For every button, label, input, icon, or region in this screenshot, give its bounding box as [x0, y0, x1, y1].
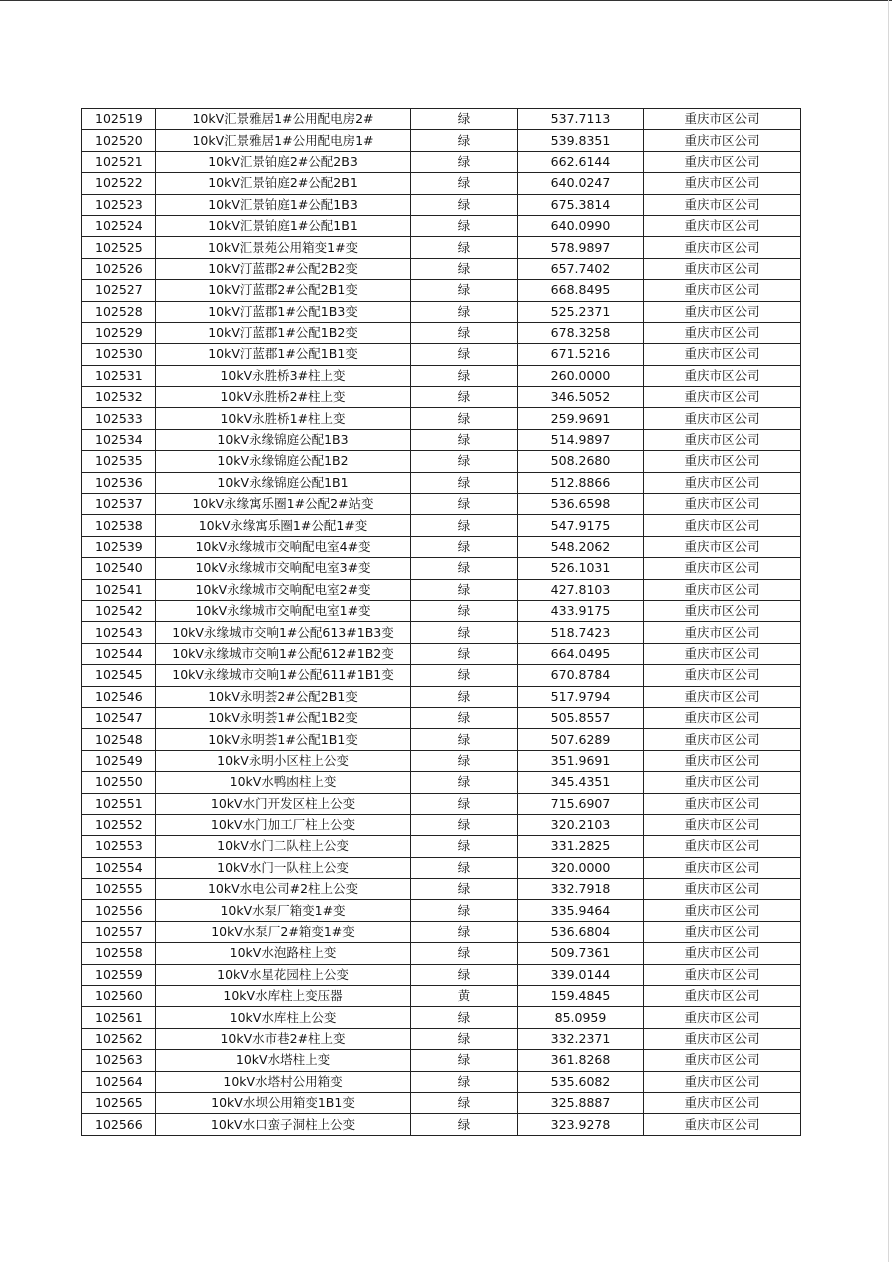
- table-row: [82, 215, 801, 236]
- cell-status: 绿: [411, 943, 518, 964]
- cell-value: 518.7423: [518, 622, 644, 643]
- cell-name: 10kV永缘城市交响配电室2#变: [156, 579, 411, 600]
- cell-status: 绿: [411, 1071, 518, 1092]
- cell-status: 绿: [411, 151, 518, 172]
- cell-name: 10kV永缘城市交响配电室3#变: [156, 558, 411, 579]
- cell-status: 绿: [411, 600, 518, 621]
- cell-value: 332.7918: [518, 879, 644, 900]
- cell-company: 重庆市区公司: [644, 686, 801, 707]
- cell-name: 10kV水坝公用箱变1B1变: [156, 1092, 411, 1113]
- cell-company: 重庆市区公司: [644, 258, 801, 279]
- cell-id: 102520: [82, 130, 156, 151]
- table-row: [82, 536, 801, 557]
- cell-id: 102536: [82, 472, 156, 493]
- cell-value: 427.8103: [518, 579, 644, 600]
- cell-name: 10kV汇景雅居1#公用配电房1#: [156, 130, 411, 151]
- table-row: [82, 686, 801, 707]
- cell-value: 260.0000: [518, 365, 644, 386]
- cell-status: 绿: [411, 579, 518, 600]
- table-row: [82, 280, 801, 301]
- table-row: [82, 451, 801, 472]
- table-row: [82, 408, 801, 429]
- cell-id: 102556: [82, 900, 156, 921]
- cell-name: 10kV汇景铂庭1#公配1B1: [156, 215, 411, 236]
- cell-status: 绿: [411, 429, 518, 450]
- cell-company: 重庆市区公司: [644, 643, 801, 664]
- cell-status: 绿: [411, 900, 518, 921]
- table-row: [82, 622, 801, 643]
- cell-id: 102523: [82, 194, 156, 215]
- cell-value: 159.4845: [518, 986, 644, 1007]
- page-right-edge: [888, 0, 889, 1262]
- cell-id: 102538: [82, 515, 156, 536]
- cell-id: 102522: [82, 173, 156, 194]
- cell-value: 715.6907: [518, 793, 644, 814]
- cell-status: 绿: [411, 237, 518, 258]
- table-body: [82, 109, 801, 1136]
- cell-company: 重庆市区公司: [644, 750, 801, 771]
- cell-id: 102551: [82, 793, 156, 814]
- table-row: [82, 1092, 801, 1113]
- cell-value: 671.5216: [518, 344, 644, 365]
- cell-status: 绿: [411, 109, 518, 130]
- cell-value: 535.6082: [518, 1071, 644, 1092]
- cell-name: 10kV永明荟1#公配1B2变: [156, 707, 411, 728]
- table-row: [82, 344, 801, 365]
- cell-id: 102561: [82, 1007, 156, 1028]
- cell-name: 10kV水鸭凼柱上变: [156, 772, 411, 793]
- cell-status: 绿: [411, 643, 518, 664]
- cell-name: 10kV水门加工厂柱上公变: [156, 814, 411, 835]
- table-row: [82, 173, 801, 194]
- cell-status: 绿: [411, 408, 518, 429]
- cell-company: 重庆市区公司: [644, 536, 801, 557]
- cell-status: 绿: [411, 1092, 518, 1113]
- cell-value: 505.8557: [518, 707, 644, 728]
- cell-name: 10kV汇景铂庭2#公配2B1: [156, 173, 411, 194]
- cell-company: 重庆市区公司: [644, 1114, 801, 1135]
- cell-value: 548.2062: [518, 536, 644, 557]
- table-row: [82, 558, 801, 579]
- cell-status: 绿: [411, 194, 518, 215]
- cell-value: 507.6289: [518, 729, 644, 750]
- cell-name: 10kV永明小区柱上公变: [156, 750, 411, 771]
- cell-id: 102534: [82, 429, 156, 450]
- cell-company: 重庆市区公司: [644, 1028, 801, 1049]
- cell-company: 重庆市区公司: [644, 515, 801, 536]
- cell-id: 102529: [82, 322, 156, 343]
- cell-name: 10kV永缘寓乐圈1#公配2#站变: [156, 494, 411, 515]
- cell-value: 259.9691: [518, 408, 644, 429]
- table-row: [82, 365, 801, 386]
- cell-status: 绿: [411, 707, 518, 728]
- cell-id: 102565: [82, 1092, 156, 1113]
- table-row: [82, 879, 801, 900]
- cell-name: 10kV水市巷2#柱上变: [156, 1028, 411, 1049]
- table-row: [82, 643, 801, 664]
- cell-value: 537.7113: [518, 109, 644, 130]
- table-row: [82, 387, 801, 408]
- cell-company: 重庆市区公司: [644, 793, 801, 814]
- cell-id: 102555: [82, 879, 156, 900]
- table-row: [82, 921, 801, 942]
- cell-company: 重庆市区公司: [644, 579, 801, 600]
- cell-value: 640.0247: [518, 173, 644, 194]
- cell-company: 重庆市区公司: [644, 215, 801, 236]
- cell-name: 10kV永明荟1#公配1B1变: [156, 729, 411, 750]
- cell-company: 重庆市区公司: [644, 365, 801, 386]
- cell-company: 重庆市区公司: [644, 665, 801, 686]
- cell-value: 547.9175: [518, 515, 644, 536]
- cell-company: 重庆市区公司: [644, 322, 801, 343]
- table-row: [82, 729, 801, 750]
- cell-name: 10kV水门二队柱上公变: [156, 836, 411, 857]
- cell-status: 绿: [411, 451, 518, 472]
- cell-status: 绿: [411, 1114, 518, 1135]
- cell-status: 绿: [411, 536, 518, 557]
- cell-company: 重庆市区公司: [644, 600, 801, 621]
- table-row: [82, 1050, 801, 1071]
- cell-name: 10kV汀蓝郡1#公配1B2变: [156, 322, 411, 343]
- cell-id: 102542: [82, 600, 156, 621]
- cell-id: 102559: [82, 964, 156, 985]
- cell-status: 绿: [411, 729, 518, 750]
- cell-value: 640.0990: [518, 215, 644, 236]
- cell-status: 绿: [411, 322, 518, 343]
- cell-value: 85.0959: [518, 1007, 644, 1028]
- cell-name: 10kV水塔柱上变: [156, 1050, 411, 1071]
- cell-value: 517.9794: [518, 686, 644, 707]
- table-row: [82, 130, 801, 151]
- table-row: [82, 900, 801, 921]
- cell-status: 绿: [411, 793, 518, 814]
- cell-company: 重庆市区公司: [644, 237, 801, 258]
- cell-company: 重庆市区公司: [644, 814, 801, 835]
- cell-name: 10kV水星花园柱上公变: [156, 964, 411, 985]
- table-row: [82, 429, 801, 450]
- cell-id: 102547: [82, 707, 156, 728]
- cell-id: 102564: [82, 1071, 156, 1092]
- cell-value: 509.7361: [518, 943, 644, 964]
- table-row: [82, 707, 801, 728]
- cell-id: 102562: [82, 1028, 156, 1049]
- cell-value: 339.0144: [518, 964, 644, 985]
- cell-status: 绿: [411, 857, 518, 878]
- cell-status: 绿: [411, 387, 518, 408]
- cell-status: 绿: [411, 622, 518, 643]
- cell-name: 10kV永缘城市交响配电室4#变: [156, 536, 411, 557]
- cell-value: 345.4351: [518, 772, 644, 793]
- cell-name: 10kV汀蓝郡1#公配1B3变: [156, 301, 411, 322]
- cell-company: 重庆市区公司: [644, 729, 801, 750]
- cell-value: 346.5052: [518, 387, 644, 408]
- table-row: [82, 793, 801, 814]
- table-row: [82, 494, 801, 515]
- cell-id: 102566: [82, 1114, 156, 1135]
- cell-status: 绿: [411, 1050, 518, 1071]
- cell-id: 102526: [82, 258, 156, 279]
- cell-id: 102531: [82, 365, 156, 386]
- table-row: [82, 665, 801, 686]
- cell-value: 361.8268: [518, 1050, 644, 1071]
- table-row: [82, 151, 801, 172]
- cell-value: 335.9464: [518, 900, 644, 921]
- cell-name: 10kV水门一队柱上公变: [156, 857, 411, 878]
- cell-id: 102527: [82, 280, 156, 301]
- table-row: [82, 1028, 801, 1049]
- cell-id: 102546: [82, 686, 156, 707]
- table-row: [82, 1007, 801, 1028]
- cell-name: 10kV永缘锦庭公配1B2: [156, 451, 411, 472]
- cell-name: 10kV永缘城市交响1#公配613#1B3变: [156, 622, 411, 643]
- cell-value: 670.8784: [518, 665, 644, 686]
- cell-status: 绿: [411, 772, 518, 793]
- cell-value: 331.2825: [518, 836, 644, 857]
- table-row: [82, 600, 801, 621]
- table-row: [82, 750, 801, 771]
- cell-name: 10kV水库柱上变压器: [156, 986, 411, 1007]
- page-top-border: [0, 0, 892, 1]
- cell-company: 重庆市区公司: [644, 986, 801, 1007]
- cell-company: 重庆市区公司: [644, 151, 801, 172]
- cell-value: 323.9278: [518, 1114, 644, 1135]
- cell-name: 10kV水门开发区柱上公变: [156, 793, 411, 814]
- cell-name: 10kV永胜桥2#柱上变: [156, 387, 411, 408]
- cell-company: 重庆市区公司: [644, 943, 801, 964]
- table-row: [82, 1071, 801, 1092]
- cell-id: 102563: [82, 1050, 156, 1071]
- cell-value: 325.8887: [518, 1092, 644, 1113]
- table-row: [82, 814, 801, 835]
- cell-id: 102539: [82, 536, 156, 557]
- cell-value: 332.2371: [518, 1028, 644, 1049]
- cell-id: 102549: [82, 750, 156, 771]
- table-row: [82, 194, 801, 215]
- cell-id: 102533: [82, 408, 156, 429]
- cell-status: 绿: [411, 344, 518, 365]
- cell-value: 508.2680: [518, 451, 644, 472]
- table-row: [82, 1114, 801, 1135]
- cell-name: 10kV汇景苑公用箱变1#变: [156, 237, 411, 258]
- cell-name: 10kV永缘城市交响1#公配612#1B2变: [156, 643, 411, 664]
- cell-id: 102545: [82, 665, 156, 686]
- cell-id: 102525: [82, 237, 156, 258]
- cell-company: 重庆市区公司: [644, 494, 801, 515]
- cell-value: 662.6144: [518, 151, 644, 172]
- cell-name: 10kV永胜桥1#柱上变: [156, 408, 411, 429]
- cell-company: 重庆市区公司: [644, 130, 801, 151]
- cell-id: 102543: [82, 622, 156, 643]
- table-row: [82, 772, 801, 793]
- cell-company: 重庆市区公司: [644, 1007, 801, 1028]
- cell-value: 512.8866: [518, 472, 644, 493]
- cell-status: 绿: [411, 515, 518, 536]
- cell-company: 重庆市区公司: [644, 344, 801, 365]
- cell-company: 重庆市区公司: [644, 1071, 801, 1092]
- cell-status: 绿: [411, 365, 518, 386]
- cell-status: 绿: [411, 964, 518, 985]
- cell-company: 重庆市区公司: [644, 622, 801, 643]
- cell-company: 重庆市区公司: [644, 472, 801, 493]
- table-row: [82, 964, 801, 985]
- cell-value: 514.9897: [518, 429, 644, 450]
- cell-name: 10kV水电公司#2柱上公变: [156, 879, 411, 900]
- cell-name: 10kV水泡路柱上变: [156, 943, 411, 964]
- cell-company: 重庆市区公司: [644, 451, 801, 472]
- cell-id: 102548: [82, 729, 156, 750]
- table-row: [82, 472, 801, 493]
- table-row: [82, 258, 801, 279]
- cell-value: 351.9691: [518, 750, 644, 771]
- cell-status: 绿: [411, 173, 518, 194]
- table-row: [82, 836, 801, 857]
- cell-company: 重庆市区公司: [644, 964, 801, 985]
- cell-name: 10kV汇景铂庭2#公配2B3: [156, 151, 411, 172]
- cell-id: 102554: [82, 857, 156, 878]
- cell-value: 433.9175: [518, 600, 644, 621]
- table-row: [82, 322, 801, 343]
- cell-company: 重庆市区公司: [644, 109, 801, 130]
- cell-status: 绿: [411, 258, 518, 279]
- table-row: [82, 301, 801, 322]
- cell-company: 重庆市区公司: [644, 772, 801, 793]
- cell-name: 10kV汀蓝郡2#公配2B2变: [156, 258, 411, 279]
- cell-name: 10kV汀蓝郡2#公配2B1变: [156, 280, 411, 301]
- cell-name: 10kV水塔村公用箱变: [156, 1071, 411, 1092]
- cell-status: 绿: [411, 558, 518, 579]
- cell-company: 重庆市区公司: [644, 408, 801, 429]
- cell-company: 重庆市区公司: [644, 1050, 801, 1071]
- cell-company: 重庆市区公司: [644, 879, 801, 900]
- cell-status: 绿: [411, 836, 518, 857]
- cell-value: 525.2371: [518, 301, 644, 322]
- cell-name: 10kV汇景雅居1#公用配电房2#: [156, 109, 411, 130]
- cell-value: 664.0495: [518, 643, 644, 664]
- cell-name: 10kV永缘城市交响配电室1#变: [156, 600, 411, 621]
- cell-id: 102521: [82, 151, 156, 172]
- cell-id: 102532: [82, 387, 156, 408]
- cell-status: 绿: [411, 921, 518, 942]
- cell-company: 重庆市区公司: [644, 173, 801, 194]
- cell-company: 重庆市区公司: [644, 836, 801, 857]
- cell-name: 10kV永胜桥3#柱上变: [156, 365, 411, 386]
- cell-name: 10kV水泵厂2#箱变1#变: [156, 921, 411, 942]
- table-row: [82, 943, 801, 964]
- cell-id: 102541: [82, 579, 156, 600]
- cell-name: 10kV永明荟2#公配2B1变: [156, 686, 411, 707]
- cell-company: 重庆市区公司: [644, 558, 801, 579]
- cell-company: 重庆市区公司: [644, 301, 801, 322]
- cell-status: 绿: [411, 686, 518, 707]
- cell-id: 102544: [82, 643, 156, 664]
- cell-value: 657.7402: [518, 258, 644, 279]
- cell-company: 重庆市区公司: [644, 194, 801, 215]
- table-row: [82, 109, 801, 130]
- cell-status: 绿: [411, 472, 518, 493]
- cell-status: 绿: [411, 130, 518, 151]
- cell-name: 10kV水库柱上公变: [156, 1007, 411, 1028]
- cell-name: 10kV永缘锦庭公配1B1: [156, 472, 411, 493]
- cell-id: 102552: [82, 814, 156, 835]
- cell-value: 320.0000: [518, 857, 644, 878]
- cell-value: 539.8351: [518, 130, 644, 151]
- cell-value: 320.2103: [518, 814, 644, 835]
- cell-company: 重庆市区公司: [644, 857, 801, 878]
- table-row: [82, 237, 801, 258]
- cell-status: 绿: [411, 1007, 518, 1028]
- cell-name: 10kV汇景铂庭1#公配1B3: [156, 194, 411, 215]
- cell-status: 绿: [411, 280, 518, 301]
- cell-value: 578.9897: [518, 237, 644, 258]
- cell-status: 绿: [411, 1028, 518, 1049]
- cell-id: 102528: [82, 301, 156, 322]
- cell-id: 102558: [82, 943, 156, 964]
- cell-id: 102560: [82, 986, 156, 1007]
- cell-value: 536.6598: [518, 494, 644, 515]
- cell-id: 102557: [82, 921, 156, 942]
- cell-name: 10kV永缘锦庭公配1B3: [156, 429, 411, 450]
- cell-status: 绿: [411, 494, 518, 515]
- table-row: [82, 986, 801, 1007]
- cell-id: 102524: [82, 215, 156, 236]
- cell-name: 10kV水泵厂箱变1#变: [156, 900, 411, 921]
- cell-name: 10kV永缘城市交响1#公配611#1B1变: [156, 665, 411, 686]
- cell-value: 536.6804: [518, 921, 644, 942]
- cell-company: 重庆市区公司: [644, 1092, 801, 1113]
- cell-value: 668.8495: [518, 280, 644, 301]
- cell-id: 102540: [82, 558, 156, 579]
- cell-company: 重庆市区公司: [644, 429, 801, 450]
- cell-status: 绿: [411, 665, 518, 686]
- cell-company: 重庆市区公司: [644, 900, 801, 921]
- cell-value: 675.3814: [518, 194, 644, 215]
- transformer-table: [81, 108, 801, 1136]
- cell-value: 526.1031: [518, 558, 644, 579]
- cell-company: 重庆市区公司: [644, 280, 801, 301]
- cell-company: 重庆市区公司: [644, 387, 801, 408]
- cell-id: 102535: [82, 451, 156, 472]
- cell-status: 绿: [411, 301, 518, 322]
- cell-company: 重庆市区公司: [644, 707, 801, 728]
- table-row: [82, 857, 801, 878]
- cell-status: 黄: [411, 986, 518, 1007]
- cell-company: 重庆市区公司: [644, 921, 801, 942]
- cell-id: 102537: [82, 494, 156, 515]
- cell-name: 10kV永缘寓乐圈1#公配1#变: [156, 515, 411, 536]
- cell-status: 绿: [411, 750, 518, 771]
- cell-id: 102519: [82, 109, 156, 130]
- table-row: [82, 579, 801, 600]
- cell-status: 绿: [411, 879, 518, 900]
- cell-name: 10kV水口蛮子洞柱上公变: [156, 1114, 411, 1135]
- table-row: [82, 515, 801, 536]
- cell-id: 102553: [82, 836, 156, 857]
- cell-name: 10kV汀蓝郡1#公配1B1变: [156, 344, 411, 365]
- cell-id: 102550: [82, 772, 156, 793]
- cell-value: 678.3258: [518, 322, 644, 343]
- cell-status: 绿: [411, 215, 518, 236]
- cell-id: 102530: [82, 344, 156, 365]
- cell-status: 绿: [411, 814, 518, 835]
